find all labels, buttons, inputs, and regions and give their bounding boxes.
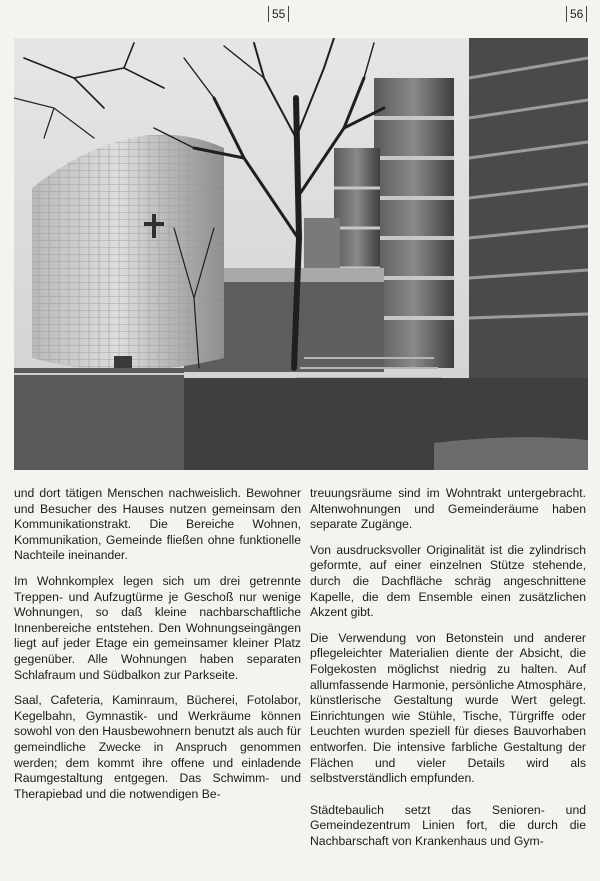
architecture-photo <box>14 38 588 470</box>
paragraph: und dort tätigen Menschen nachweislich. Bewohner und Besucher des Hauses nutzen gemeinsam den Kommunikationstrakt. Die Bereiche Wohnen, Kommunikation, Gemeinde fließen ohne funktionelle Nachteile ineinander. <box>14 486 301 563</box>
page-number-right: 56 <box>566 6 587 22</box>
paragraph: treuungsräume sind im Wohntrakt untergebracht. Altenwohnungen und Gemeinderäume haben separate Zugänge. <box>310 486 586 532</box>
paragraph: Die Verwendung von Betonstein und anderer pflegeleichter Materialien diente der Absicht, die Folgekosten möglichst niedrig zu halten. Auf allumfassende Harmonie, persönliche Atmosphäre, künstlerische Gestaltung wurde Wert gelegt. Einrichtungen wie Stühle, Tische, Türgriffe oder Leuchten wurden speziell für dieses Bauvorhaben entworfen. Die intensive farbliche Gestaltung der Flächen und vieler Details wird als selbstverständlich empfunden. <box>310 630 586 786</box>
text-column-right <box>310 486 586 859</box>
text-column-left <box>14 486 301 812</box>
paragraph: Saal, Cafeteria, Kaminraum, Bücherei, Fotolabor, Kegelbahn, Gymnastik- und Werkräume können sowohl von den Hausbewohnern benutzt als auch für gemeindliche Zwecke in Anspruch genommen werden; dem kommt ihre offene und einladende Raumgestaltung entgegen. Das Schwimm- und Therapiebad und die notwendigen Be- <box>14 693 301 801</box>
page-number-left: 55 <box>268 6 289 22</box>
paragraph: Städtebaulich setzt das Senioren- und Gemeindezentrum Linien fort, die durch die Nachbarschaft von Krankenhaus und Gym- <box>310 802 586 848</box>
paragraph: Im Wohnkomplex legen sich um drei getrennte Treppen- und Aufzugtürme je Geschoß nur wenige Wohnungen, so daß kleine nachbarschaftliche Innenbereiche entstehen. Den Wohnungseingängen liegt auf jeder Etage ein gemeinsamer kleiner Platz gegenüber. Alle Wohnungen haben separaten Schlafraum und Südbalkon zur Parkseite. <box>14 573 301 682</box>
paragraph: Von ausdrucksvoller Originalität ist die zylindrisch geformte, auf einer einzelnen Stütze stehende, durch die Dachfläche schräg angeschnittene Kapelle, die dem Ensemble einen zusätzlichen Akzent gibt. <box>310 542 586 620</box>
